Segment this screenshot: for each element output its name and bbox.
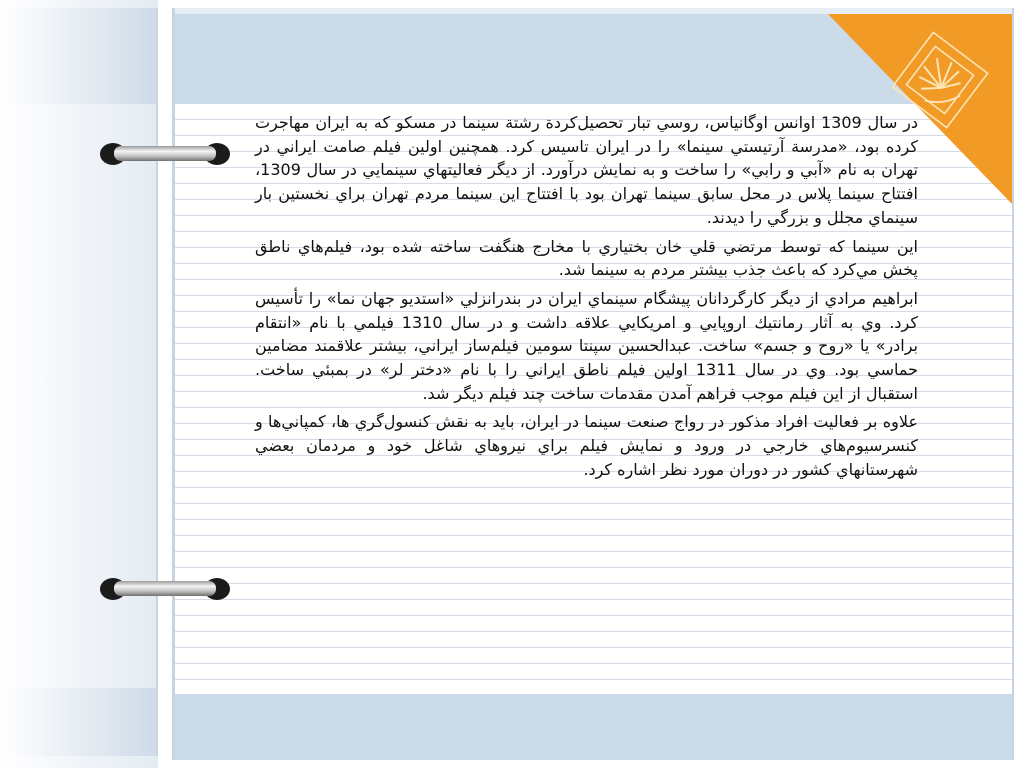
binder-ring-bottom-icon xyxy=(100,572,230,606)
paragraph: اين سينما كه توسط مرتضي قلي خان بختياري با مخارج هنگفت ساخته شده بود، فيلم‌هاي ناطق پخش مي‌كرد كه باعث جذب بيشتر مردم به سينما شد. xyxy=(255,236,918,280)
page-footer-band xyxy=(175,694,1012,760)
back-page-top-band xyxy=(0,8,156,104)
body-text xyxy=(255,111,918,487)
binder-ring-top-icon xyxy=(100,137,230,171)
back-page xyxy=(0,0,158,768)
paragraph: ابراهيم مرادي از ديگر كارگردانان پيشگام سينماي ايران در بندرانزلي «استديو جهان نما» را تأسيس كرد. وي به آثار رمانتيك اروپايي و امريكايي علاقه داشت و در سال 1310 فيلمي با نام «انتقام برادر» يا «روح و جسم» ساخت. عبدالحسين سپنتا سومين فيلم‌ساز ايراني، بيشتر علاقمند مضامين حماسي بود. وي در سال 1311 اولين فيلم ناطق ايراني را با نام «دختر لر» در بمبئي ساخت. استقبال از اين فيلم موجب فراهم آمدن مقدمات ساخت چند فيلم ديگر شد. xyxy=(255,288,919,403)
paragraph: علاوه بر فعاليت افراد مذكور در رواج صنعت سينما در ايران، بايد به نقش كنسول‌گري ها، كمپاني‌ها و كنسرسيوم‌هاي خارجي در ورود و نمايش فيلم براي نيروهاي شاغل خود و مردمان بعضي شهرستانهاي كشور در دوران مورد نظر اشاره كرد. xyxy=(255,412,918,479)
back-page-bottom-band xyxy=(0,688,156,756)
back-page-edge xyxy=(156,8,158,756)
paragraph: در سال 1309 اوانس اوگانياس، روسي تبار تحصيل‌كردة رشتة سينما در مسكو كه به ايران مهاجرت كرده بود، «مدرسة آرتيستي سينما» را در ايران تاسيس كرد. همچنين اولين فيلم صامت ايراني در تهران به نام «آبي و رابي» را ساخت و به نمايش درآورد. از ديگر فعاليتهاي سينمايي در سال 1309، افتتاح سينما پلاس در محل سابق سينما تهران بود با افتتاح اين سينما مردم تهران براي نخستين بار سينماي مجلل و بزرگي را ديدند. xyxy=(255,113,918,227)
